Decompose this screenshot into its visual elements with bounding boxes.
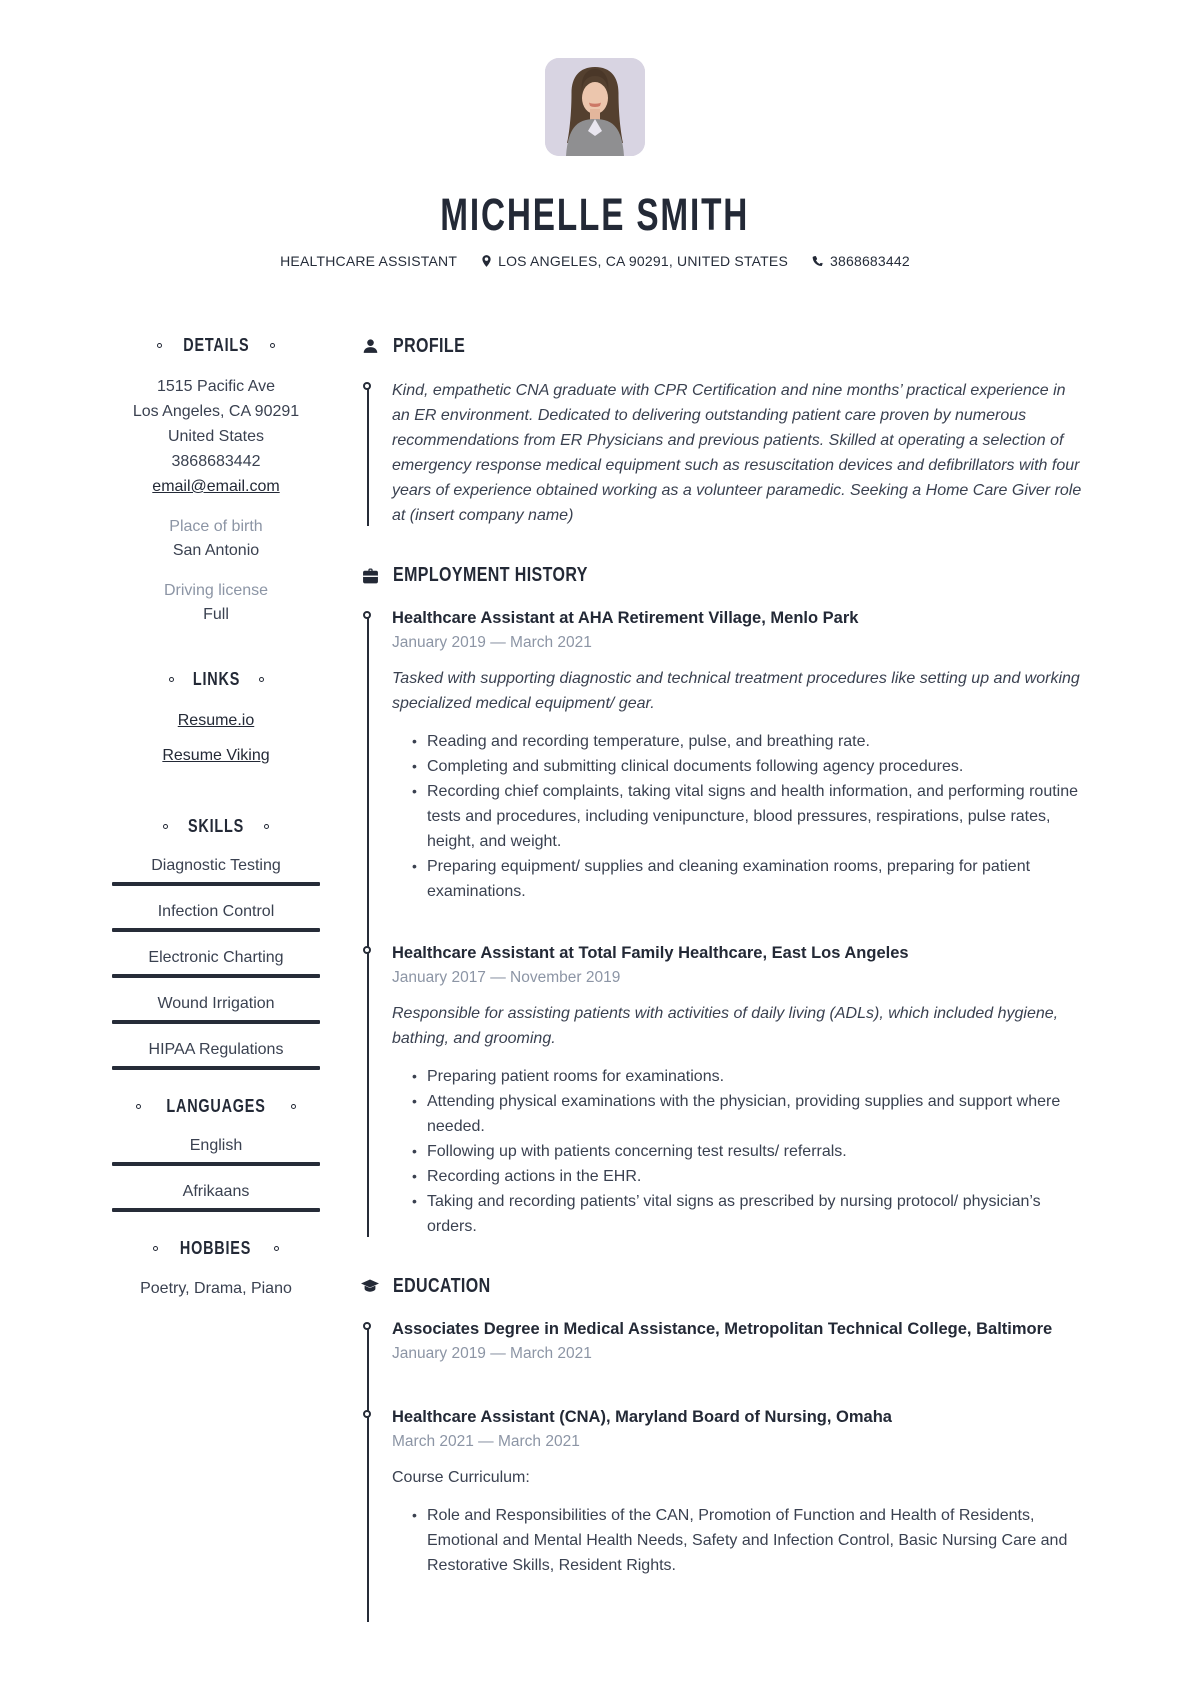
briefcase-icon <box>360 566 380 586</box>
heading-ring-icon <box>291 1104 296 1109</box>
links-heading: LINKS <box>112 669 320 690</box>
profile-body <box>360 378 1082 528</box>
bullet-item: • Reading and recording temperature, pulse, and breathing rate. <box>412 729 1082 754</box>
timeline-marker-icon <box>363 1410 371 1418</box>
languages-list <box>112 1137 320 1212</box>
entry-bullets <box>412 1064 1082 1239</box>
hobbies-heading: HOBBIES <box>112 1238 320 1259</box>
bullet-item: • Taking and recording patients’ vital signs as prescribed by nursing protocol/ physician’s orders. <box>412 1189 1082 1239</box>
skill-label: HIPAA Regulations <box>148 1041 284 1058</box>
graduation-cap-icon <box>360 1277 380 1297</box>
entry-note: Course Curriculum: <box>392 1469 530 1486</box>
skills-list <box>112 857 320 1070</box>
profile-photo <box>545 58 645 156</box>
entry-bullets <box>412 1503 1082 1578</box>
external-link[interactable]: Resume.io <box>177 712 255 729</box>
heading-ring-icon <box>169 677 174 682</box>
hobbies-text: Poetry, Drama, Piano <box>140 1280 292 1297</box>
field-label: Place of birth <box>169 518 263 535</box>
entry-title: Healthcare Assistant at Total Family Healthcare, East Los Angeles <box>392 944 909 962</box>
education-entry <box>392 1406 1082 1578</box>
skill-level-bar <box>112 928 320 932</box>
field-value: San Antonio <box>172 542 260 559</box>
bullet-item: • Completing and submitting clinical documents following agency procedures. <box>412 754 1082 779</box>
skills-heading: SKILLS <box>112 816 320 837</box>
profile-section <box>360 335 1082 528</box>
timeline-marker-icon <box>363 1322 371 1330</box>
heading-ring-icon <box>157 343 162 348</box>
external-link[interactable]: Resume Viking <box>162 747 270 764</box>
entry-dates: January 2017 — November 2019 <box>392 969 621 986</box>
links-section <box>112 669 320 778</box>
sidebar <box>112 335 320 1624</box>
skill-item <box>112 1041 320 1070</box>
languages-heading: LANGUAGES <box>112 1096 320 1117</box>
language-item <box>112 1183 320 1212</box>
entry-summary: Responsible for assisting patients with activities of daily living (ADLs), which included hygiene, bathing, and grooming. <box>392 1005 1059 1047</box>
profile-heading-row <box>360 335 1082 358</box>
details-section <box>112 335 320 627</box>
avatar-illustration <box>545 58 645 156</box>
bullet-item: • Preparing equipment/ supplies and cleaning examination rooms, preparing for patient examinations. <box>412 854 1082 904</box>
skills-section <box>112 816 320 1070</box>
skill-label: Infection Control <box>157 903 275 920</box>
entry-dates: January 2019 — March 2021 <box>392 634 592 651</box>
detail-field <box>112 515 320 563</box>
bullet-item: • Role and Responsibilities of the CAN, Promotion of Function and Health of Residents, Emotional and Mental Health Needs, Safety and Infection Control, Basic Nursing Care and Restorative Skills, Resident Rights. <box>412 1503 1082 1578</box>
location-pin-icon <box>481 254 492 268</box>
main-column <box>360 335 1082 1624</box>
heading-ring-icon <box>163 824 168 829</box>
skill-item <box>112 949 320 978</box>
education-heading: EDUCATION <box>393 1275 491 1297</box>
skill-level-bar <box>112 882 320 886</box>
field-value: Full <box>203 606 229 623</box>
header-phone: 3868683442 <box>812 253 910 269</box>
bullet-item: • Preparing patient rooms for examinations. <box>412 1064 1082 1089</box>
header-subline <box>0 253 1190 269</box>
entry-dates: January 2019 — March 2021 <box>392 1345 592 1362</box>
address-line: 1515 Pacific Ave <box>156 378 275 395</box>
hobbies-section <box>112 1238 320 1301</box>
skill-label: Diagnostic Testing <box>151 857 281 874</box>
resume-header <box>0 0 1190 269</box>
address-line: United States <box>167 428 265 445</box>
entry-summary: Tasked with supporting diagnostic and technical treatment procedures like setting up and working specialized medical equipment/ gear. <box>392 670 1080 712</box>
skill-label: Wound Irrigation <box>157 995 275 1012</box>
bullet-item: • Attending physical examinations with the physician, providing supplies and support where needed. <box>412 1089 1082 1139</box>
links-list <box>112 708 320 778</box>
employment-body <box>360 607 1082 1239</box>
profile-heading: PROFILE <box>393 335 466 357</box>
heading-ring-icon <box>153 1246 158 1251</box>
bullet-item: • Recording chief complaints, taking vital signs and health information, and performing routine tests and procedures, including venipuncture, blood pressures, respirations, pulse rates, height, and weight. <box>412 779 1082 854</box>
education-body <box>360 1318 1082 1624</box>
heading-ring-icon <box>270 343 275 348</box>
education-entry <box>392 1318 1082 1364</box>
education-section <box>360 1275 1082 1624</box>
timeline-marker-icon <box>363 382 371 390</box>
address-block <box>112 374 320 474</box>
language-level-bar <box>112 1208 320 1212</box>
employment-section <box>360 564 1082 1239</box>
bullet-item: • Following up with patients concerning test results/ referrals. <box>412 1139 1082 1164</box>
skill-item <box>112 995 320 1024</box>
address-line: 3868683442 <box>171 453 261 470</box>
skill-level-bar <box>112 1020 320 1024</box>
skill-label: Electronic Charting <box>148 949 284 966</box>
detail-field <box>112 579 320 627</box>
address-line: Los Angeles, CA 90291 <box>132 403 300 420</box>
skill-item <box>112 903 320 932</box>
employment-entry <box>392 942 1082 1239</box>
education-heading-row <box>360 1275 1082 1298</box>
entry-title: Associates Degree in Medical Assistance, Metropolitan Technical College, Baltimore <box>392 1320 1053 1338</box>
heading-ring-icon <box>264 824 269 829</box>
skill-level-bar <box>112 974 320 978</box>
detail-fields <box>112 515 320 627</box>
heading-ring-icon <box>259 677 264 682</box>
timeline-marker-icon <box>363 611 371 619</box>
candidate-name: MICHELLE SMITH <box>440 189 750 240</box>
entry-bullets <box>412 729 1082 904</box>
employment-heading: EMPLOYMENT HISTORY <box>393 564 588 586</box>
entry-dates: March 2021 — March 2021 <box>392 1433 580 1450</box>
header-location: LOS ANGELES, CA 90291, UNITED STATES <box>481 253 788 269</box>
entry-title: Healthcare Assistant (CNA), Maryland Board of Nursing, Omaha <box>392 1408 892 1426</box>
field-label: Driving license <box>163 582 269 599</box>
job-title: HEALTHCARE ASSISTANT <box>280 253 458 269</box>
profile-text: Kind, empathetic CNA graduate with CPR Certification and nine months’ practical experience in an ER environment. Dedicated to delivering outstanding patient care proven by numerous recommendations from ER Physicians and previous patients. Skilled at operating a selection of emergency response medical equipment such as resuscitation devices and defibrillators with four years of experience obtained working as a volunteer paramedic. Seeking a Home Care Giver role at (insert company name) <box>392 382 1082 524</box>
profile-entry <box>392 378 1082 528</box>
language-item <box>112 1137 320 1166</box>
heading-ring-icon <box>274 1246 279 1251</box>
language-level-bar <box>112 1162 320 1166</box>
skill-item <box>112 857 320 886</box>
person-icon <box>360 337 380 357</box>
resume-content <box>0 335 1190 1624</box>
language-label: Afrikaans <box>182 1183 250 1200</box>
employment-heading-row <box>360 564 1082 587</box>
language-label: English <box>189 1137 243 1154</box>
timeline-marker-icon <box>363 946 371 954</box>
details-heading: DETAILS <box>112 335 320 356</box>
heading-ring-icon <box>136 1104 141 1109</box>
employment-entry <box>392 607 1082 904</box>
entry-title: Healthcare Assistant at AHA Retirement Village, Menlo Park <box>392 609 859 627</box>
bullet-item: • Recording actions in the EHR. <box>412 1164 1082 1189</box>
email-link[interactable]: email@email.com <box>152 478 280 495</box>
skill-level-bar <box>112 1066 320 1070</box>
languages-section <box>112 1096 320 1212</box>
phone-icon <box>812 255 824 267</box>
